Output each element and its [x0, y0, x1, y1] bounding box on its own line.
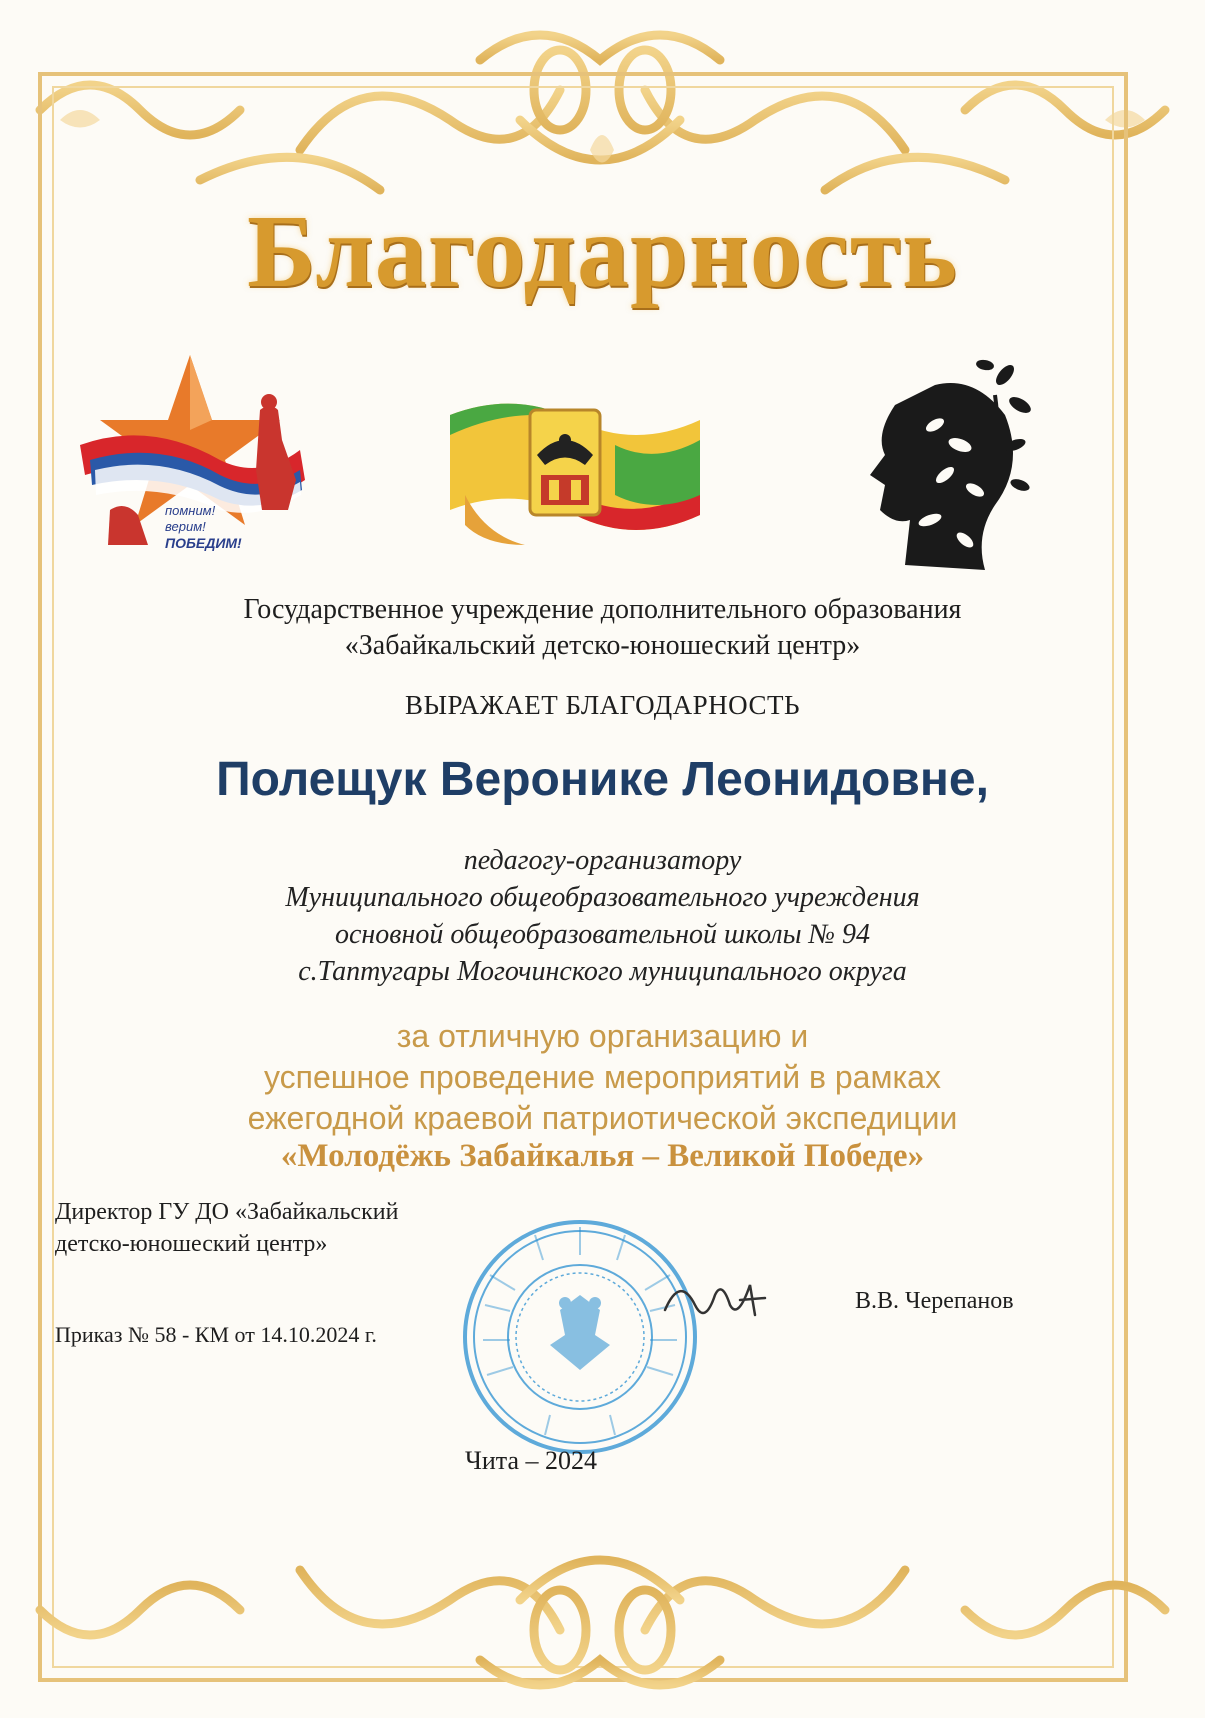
bottom-ornament-icon: [0, 1470, 1205, 1718]
city-year: Чита – 2024: [465, 1446, 598, 1475]
recipient-name: Полещук Веронике Леонидовне,: [216, 753, 989, 806]
org-line-2: «Забайкальский детско-юношеский центр»: [344, 630, 861, 661]
org-line-1: Государственное учреждение дополнительного образования: [243, 594, 962, 625]
director-title: [55, 1196, 398, 1260]
reason-block: [0, 1016, 1205, 1139]
signer-name: В.В. Черепанов: [855, 1288, 1014, 1314]
reason-line: за отличную организацию и: [396, 1018, 809, 1054]
slogan-line-2: верим!: [165, 519, 206, 534]
certificate-title: Благодарность: [247, 194, 958, 309]
event-name: «Молодёжь Забайкалья – Великой Победе»: [280, 1138, 925, 1174]
order-reference: Приказ № 58 - КМ от 14.10.2024 г.: [55, 1322, 377, 1347]
official-stamp-icon: [455, 1215, 705, 1460]
director-line-1: Директор ГУ ДО «Забайкальский: [55, 1199, 399, 1225]
organization-block: [0, 592, 1205, 664]
reason-line: ежегодной краевой патриотической экспедиции: [247, 1100, 958, 1136]
position-line: с.Таптугары Могочинского муниципального округа: [298, 956, 907, 987]
signature-icon: [660, 1270, 770, 1330]
reason-line: успешное проведение мероприятий в рамках: [264, 1059, 941, 1095]
position-line: Муниципального общеобразовательного учреждения: [285, 882, 920, 913]
recipient-position: [0, 842, 1205, 990]
director-line-2: детско-юношеский центр»: [55, 1231, 328, 1257]
flag-emblem-logo-icon: [445, 395, 705, 560]
victory-star-logo-icon: [70, 350, 310, 570]
slogan-line-1: помним!: [165, 503, 216, 518]
tree-profile-logo-icon: [855, 345, 1035, 580]
position-line: педагогу-организатору: [463, 845, 742, 876]
slogan-line-3: ПОБЕДИМ!: [165, 535, 242, 551]
expresses-gratitude: ВЫРАЖАЕТ БЛАГОДАРНОСТЬ: [404, 690, 801, 720]
position-line: основной общеобразовательной школы № 94: [334, 919, 871, 950]
